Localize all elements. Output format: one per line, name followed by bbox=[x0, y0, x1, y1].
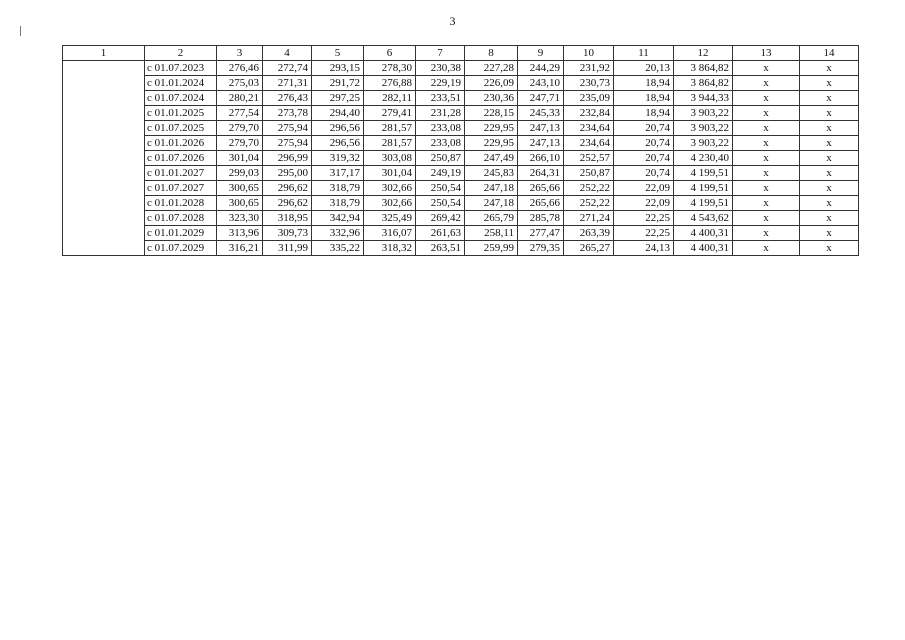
table-row bbox=[63, 76, 859, 91]
value-cell: х bbox=[733, 181, 800, 196]
value-cell: 277,54 bbox=[217, 106, 263, 121]
column-header-9: 9 bbox=[518, 46, 564, 61]
value-cell: 301,04 bbox=[364, 166, 416, 181]
table-row bbox=[63, 91, 859, 106]
header-row bbox=[63, 46, 859, 61]
value-cell: 281,57 bbox=[364, 136, 416, 151]
margin-mark bbox=[20, 26, 21, 36]
value-cell: 20,74 bbox=[614, 121, 674, 136]
value-cell: 235,09 bbox=[564, 91, 614, 106]
value-cell: 4 230,40 bbox=[674, 151, 733, 166]
value-cell: 271,24 bbox=[564, 211, 614, 226]
value-cell: 266,10 bbox=[518, 151, 564, 166]
value-cell: 296,62 bbox=[263, 181, 312, 196]
value-cell: 275,94 bbox=[263, 121, 312, 136]
column-header-3: 3 bbox=[217, 46, 263, 61]
value-cell: 234,64 bbox=[564, 121, 614, 136]
value-cell: 3 864,82 bbox=[674, 76, 733, 91]
value-cell: 291,72 bbox=[312, 76, 364, 91]
date-cell: с 01.07.2025 bbox=[145, 121, 217, 136]
value-cell: 3 903,22 bbox=[674, 121, 733, 136]
date-cell: с 01.07.2029 bbox=[145, 241, 217, 256]
column-header-2: 2 bbox=[145, 46, 217, 61]
value-cell: 296,56 bbox=[312, 136, 364, 151]
date-cell: с 01.01.2028 bbox=[145, 196, 217, 211]
value-cell: х bbox=[733, 241, 800, 256]
page-number: 3 bbox=[449, 14, 456, 28]
value-cell: х bbox=[733, 196, 800, 211]
value-cell: х bbox=[733, 91, 800, 106]
value-cell: 279,70 bbox=[217, 136, 263, 151]
empty-merged-cell bbox=[63, 61, 145, 256]
date-cell: с 01.01.2027 bbox=[145, 166, 217, 181]
date-cell: с 01.07.2028 bbox=[145, 211, 217, 226]
value-cell: 3 944,33 bbox=[674, 91, 733, 106]
value-cell: 300,65 bbox=[217, 196, 263, 211]
value-cell: 342,94 bbox=[312, 211, 364, 226]
value-cell: х bbox=[800, 61, 859, 76]
value-cell: 4 199,51 bbox=[674, 196, 733, 211]
table-row bbox=[63, 226, 859, 241]
column-header-14: 14 bbox=[800, 46, 859, 61]
value-cell: х bbox=[733, 106, 800, 121]
column-header-13: 13 bbox=[733, 46, 800, 61]
column-header-8: 8 bbox=[465, 46, 518, 61]
table-row bbox=[63, 136, 859, 151]
value-cell: 263,51 bbox=[416, 241, 465, 256]
value-cell: х bbox=[800, 226, 859, 241]
value-cell: 311,99 bbox=[263, 241, 312, 256]
value-cell: 24,13 bbox=[614, 241, 674, 256]
date-cell: с 01.07.2024 bbox=[145, 91, 217, 106]
value-cell: 318,95 bbox=[263, 211, 312, 226]
value-cell: 252,22 bbox=[564, 181, 614, 196]
value-cell: х bbox=[800, 196, 859, 211]
value-cell: 272,74 bbox=[263, 61, 312, 76]
value-cell: х bbox=[733, 211, 800, 226]
value-cell: 3 903,22 bbox=[674, 106, 733, 121]
value-cell: 226,09 bbox=[465, 76, 518, 91]
column-header-7: 7 bbox=[416, 46, 465, 61]
value-cell: 20,74 bbox=[614, 151, 674, 166]
value-cell: 323,30 bbox=[217, 211, 263, 226]
value-cell: 4 400,31 bbox=[674, 241, 733, 256]
value-cell: 4 543,62 bbox=[674, 211, 733, 226]
value-cell: 279,41 bbox=[364, 106, 416, 121]
value-cell: 227,28 bbox=[465, 61, 518, 76]
value-cell: 18,94 bbox=[614, 76, 674, 91]
value-cell: 275,94 bbox=[263, 136, 312, 151]
value-cell: х bbox=[800, 136, 859, 151]
value-cell: х bbox=[800, 181, 859, 196]
value-cell: 231,28 bbox=[416, 106, 465, 121]
value-cell: х bbox=[733, 226, 800, 241]
value-cell: 249,19 bbox=[416, 166, 465, 181]
value-cell: 20,74 bbox=[614, 136, 674, 151]
value-cell: 279,70 bbox=[217, 121, 263, 136]
value-cell: 265,66 bbox=[518, 196, 564, 211]
value-cell: х bbox=[800, 76, 859, 91]
table-row bbox=[63, 211, 859, 226]
value-cell: 250,54 bbox=[416, 196, 465, 211]
column-header-6: 6 bbox=[364, 46, 416, 61]
value-cell: 261,63 bbox=[416, 226, 465, 241]
value-cell: 230,73 bbox=[564, 76, 614, 91]
value-cell: 20,74 bbox=[614, 166, 674, 181]
value-cell: 276,43 bbox=[263, 91, 312, 106]
value-cell: 22,25 bbox=[614, 226, 674, 241]
column-header-5: 5 bbox=[312, 46, 364, 61]
value-cell: 250,87 bbox=[564, 166, 614, 181]
value-cell: 309,73 bbox=[263, 226, 312, 241]
value-cell: 294,40 bbox=[312, 106, 364, 121]
date-cell: с 01.07.2027 bbox=[145, 181, 217, 196]
table-row bbox=[63, 241, 859, 256]
value-cell: х bbox=[733, 76, 800, 91]
value-cell: 295,00 bbox=[263, 166, 312, 181]
value-cell: х bbox=[800, 241, 859, 256]
value-cell: 277,47 bbox=[518, 226, 564, 241]
value-cell: 252,22 bbox=[564, 196, 614, 211]
value-cell: 332,96 bbox=[312, 226, 364, 241]
value-cell: 313,96 bbox=[217, 226, 263, 241]
value-cell: 247,18 bbox=[465, 196, 518, 211]
date-cell: с 01.01.2026 bbox=[145, 136, 217, 151]
value-cell: 302,66 bbox=[364, 181, 416, 196]
value-cell: 296,99 bbox=[263, 151, 312, 166]
value-cell: 233,08 bbox=[416, 136, 465, 151]
value-cell: 265,27 bbox=[564, 241, 614, 256]
table-body bbox=[63, 61, 859, 256]
value-cell: 18,94 bbox=[614, 106, 674, 121]
value-cell: 4 199,51 bbox=[674, 166, 733, 181]
value-cell: 230,38 bbox=[416, 61, 465, 76]
table-row bbox=[63, 196, 859, 211]
table-row bbox=[63, 181, 859, 196]
value-cell: х bbox=[733, 166, 800, 181]
value-cell: 275,03 bbox=[217, 76, 263, 91]
value-cell: 247,13 bbox=[518, 136, 564, 151]
value-cell: 282,11 bbox=[364, 91, 416, 106]
value-cell: х bbox=[800, 121, 859, 136]
date-cell: с 01.07.2026 bbox=[145, 151, 217, 166]
value-cell: 243,10 bbox=[518, 76, 564, 91]
value-cell: 18,94 bbox=[614, 91, 674, 106]
value-cell: 259,99 bbox=[465, 241, 518, 256]
value-cell: 232,84 bbox=[564, 106, 614, 121]
value-cell: 22,25 bbox=[614, 211, 674, 226]
value-cell: 231,92 bbox=[564, 61, 614, 76]
value-cell: 319,32 bbox=[312, 151, 364, 166]
value-cell: 233,08 bbox=[416, 121, 465, 136]
column-header-10: 10 bbox=[564, 46, 614, 61]
value-cell: 318,79 bbox=[312, 196, 364, 211]
table-row bbox=[63, 121, 859, 136]
value-cell: 234,64 bbox=[564, 136, 614, 151]
value-cell: 252,57 bbox=[564, 151, 614, 166]
value-cell: 281,57 bbox=[364, 121, 416, 136]
table-row bbox=[63, 151, 859, 166]
value-cell: х bbox=[800, 151, 859, 166]
value-cell: 230,36 bbox=[465, 91, 518, 106]
date-cell: с 01.01.2029 bbox=[145, 226, 217, 241]
value-cell: 296,56 bbox=[312, 121, 364, 136]
value-cell: 245,83 bbox=[465, 166, 518, 181]
value-cell: 258,11 bbox=[465, 226, 518, 241]
value-cell: 264,31 bbox=[518, 166, 564, 181]
value-cell: 233,51 bbox=[416, 91, 465, 106]
value-cell: 265,79 bbox=[465, 211, 518, 226]
value-cell: 247,49 bbox=[465, 151, 518, 166]
value-cell: 279,35 bbox=[518, 241, 564, 256]
value-cell: 293,15 bbox=[312, 61, 364, 76]
value-cell: 250,54 bbox=[416, 181, 465, 196]
value-cell: 303,08 bbox=[364, 151, 416, 166]
table-row bbox=[63, 106, 859, 121]
value-cell: х bbox=[800, 166, 859, 181]
value-cell: 245,33 bbox=[518, 106, 564, 121]
value-cell: х bbox=[733, 151, 800, 166]
value-cell: 302,66 bbox=[364, 196, 416, 211]
value-cell: 244,29 bbox=[518, 61, 564, 76]
value-cell: 296,62 bbox=[263, 196, 312, 211]
value-cell: 4 199,51 bbox=[674, 181, 733, 196]
value-cell: 229,19 bbox=[416, 76, 465, 91]
value-cell: х bbox=[733, 136, 800, 151]
value-cell: 22,09 bbox=[614, 196, 674, 211]
value-cell: 228,15 bbox=[465, 106, 518, 121]
value-cell: 300,65 bbox=[217, 181, 263, 196]
column-header-1: 1 bbox=[63, 46, 145, 61]
value-cell: 316,07 bbox=[364, 226, 416, 241]
column-header-4: 4 bbox=[263, 46, 312, 61]
column-header-11: 11 bbox=[614, 46, 674, 61]
value-cell: х bbox=[733, 61, 800, 76]
value-cell: 301,04 bbox=[217, 151, 263, 166]
value-cell: 247,71 bbox=[518, 91, 564, 106]
value-cell: 271,31 bbox=[263, 76, 312, 91]
value-cell: 318,79 bbox=[312, 181, 364, 196]
value-cell: х bbox=[800, 211, 859, 226]
tariff-table bbox=[62, 45, 859, 256]
table-row bbox=[63, 61, 859, 76]
value-cell: х bbox=[800, 91, 859, 106]
value-cell: 335,22 bbox=[312, 241, 364, 256]
value-cell: 22,09 bbox=[614, 181, 674, 196]
value-cell: 3 903,22 bbox=[674, 136, 733, 151]
value-cell: 3 864,82 bbox=[674, 61, 733, 76]
value-cell: х bbox=[733, 121, 800, 136]
value-cell: 4 400,31 bbox=[674, 226, 733, 241]
date-cell: с 01.01.2025 bbox=[145, 106, 217, 121]
value-cell: 317,17 bbox=[312, 166, 364, 181]
value-cell: 250,87 bbox=[416, 151, 465, 166]
value-cell: 316,21 bbox=[217, 241, 263, 256]
value-cell: 229,95 bbox=[465, 121, 518, 136]
value-cell: 280,21 bbox=[217, 91, 263, 106]
value-cell: 318,32 bbox=[364, 241, 416, 256]
value-cell: 247,18 bbox=[465, 181, 518, 196]
table-row bbox=[63, 166, 859, 181]
value-cell: 269,42 bbox=[416, 211, 465, 226]
value-cell: 297,25 bbox=[312, 91, 364, 106]
value-cell: 20,13 bbox=[614, 61, 674, 76]
value-cell: 299,03 bbox=[217, 166, 263, 181]
column-header-12: 12 bbox=[674, 46, 733, 61]
value-cell: 247,13 bbox=[518, 121, 564, 136]
value-cell: 265,66 bbox=[518, 181, 564, 196]
value-cell: 276,46 bbox=[217, 61, 263, 76]
value-cell: 285,78 bbox=[518, 211, 564, 226]
value-cell: 273,78 bbox=[263, 106, 312, 121]
date-cell: с 01.07.2023 bbox=[145, 61, 217, 76]
value-cell: 276,88 bbox=[364, 76, 416, 91]
value-cell: х bbox=[800, 106, 859, 121]
value-cell: 278,30 bbox=[364, 61, 416, 76]
value-cell: 325,49 bbox=[364, 211, 416, 226]
value-cell: 229,95 bbox=[465, 136, 518, 151]
value-cell: 263,39 bbox=[564, 226, 614, 241]
date-cell: с 01.01.2024 bbox=[145, 76, 217, 91]
